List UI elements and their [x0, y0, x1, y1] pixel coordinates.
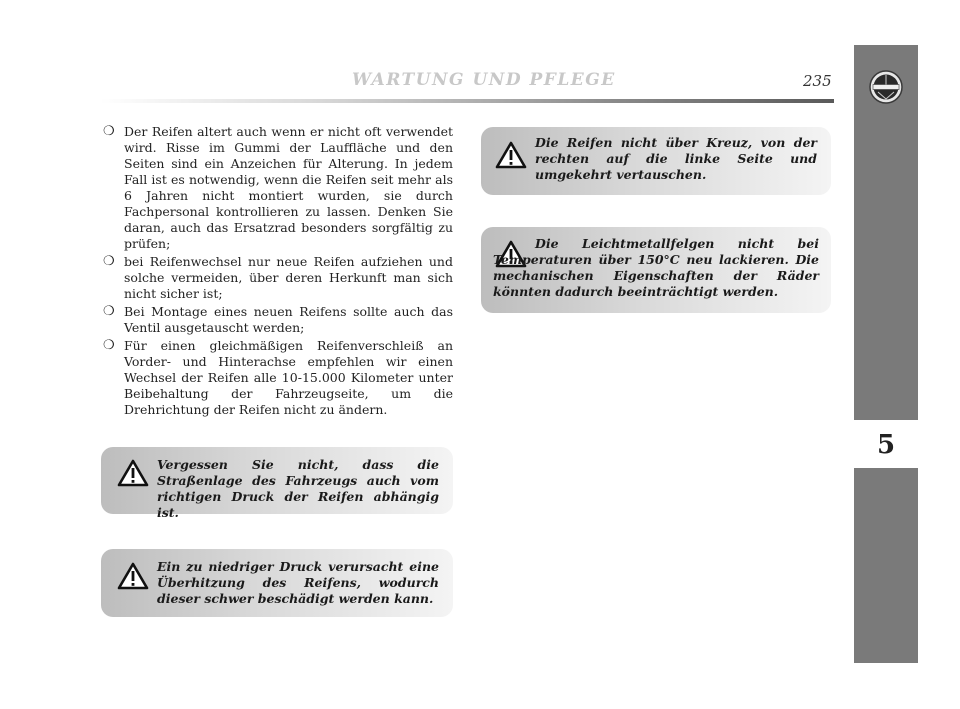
page-number: 235 [803, 72, 832, 90]
list-item-text: Für einen gleichmäßigen Reifenverschleiß an Vorder- und Hinterachse empfehlen wir einen Wechsel der Reifen alle 10-15.000 Kilometer unter Beibehaltung der Fahrzeugseite, um die Drehrichtung der Reifen nicht zu ändern. [124, 338, 453, 417]
warning-text [493, 236, 819, 300]
warning-box-alloy-rims [481, 227, 831, 313]
list-item [103, 338, 453, 418]
left-column [103, 124, 453, 420]
header-rule [100, 99, 834, 103]
chapter-number: 5 [876, 430, 896, 460]
warning-text: Vergessen Sie nicht, dass die Straßenlage des Fahrzeugs auch vom richtigen Druck der Reifen abhängig ist. [157, 457, 439, 520]
list-item-text: Bei Montage eines neuen Reifens sollte auch das Ventil ausgetauscht werden; [124, 304, 453, 335]
warning-box-cross-swap [481, 127, 831, 195]
bullet-icon: ❍ [103, 304, 115, 319]
warning-triangle-icon [117, 459, 149, 487]
list-item [103, 304, 453, 336]
bullet-icon: ❍ [103, 338, 115, 353]
list-item-text: bei Reifenwechsel nur neue Reifen aufziehen und solche vermeiden, über deren Herkunft man sich nicht sicher ist; [124, 254, 453, 301]
list-item [103, 254, 453, 302]
list-item-text: Der Reifen altert auch wenn er nicht oft verwendet wird. Risse im Gummi der Lauffläche und den Seiten sind ein Anzeichen für Alterung. In jedem Fall ist es notwendig, wenn die Reifen seit mehr als 6 Jahren nicht montiert wurden, sie durch Fachpersonal kontrollieren zu lassen. Denken Sie daran, auch das Ersatzrad besonders sorgfältig zu prüfen; [124, 124, 453, 251]
warning-box-road-holding [101, 447, 453, 520]
warning-triangle-icon [495, 141, 527, 169]
warning-text-content: Die Leichtmetallfelgen nicht bei Temperaturen über 150°C neu lackieren. Die mechanischen Eigenschaften der Räder könnten dadurch beeinträchtigt werden. [493, 236, 819, 299]
warning-text: Ein zu niedriger Druck verursacht eine Überhitzung des Reifens, wodurch dieser schwer beschädigt werden kann. [157, 559, 439, 606]
lancia-logo-icon [869, 70, 903, 104]
bullet-icon: ❍ [103, 124, 115, 139]
warning-box-low-pressure [101, 549, 453, 617]
warning-triangle-icon [117, 562, 149, 590]
bullet-icon: ❍ [103, 254, 115, 269]
header-title: WARTUNG UND PFLEGE [352, 70, 616, 90]
list-item [103, 124, 453, 252]
warning-text: Die Reifen nicht über Kreuz, von der rechten auf die linke Seite und umgekehrt vertauschen. [535, 135, 817, 182]
side-band-bottom [854, 468, 918, 663]
